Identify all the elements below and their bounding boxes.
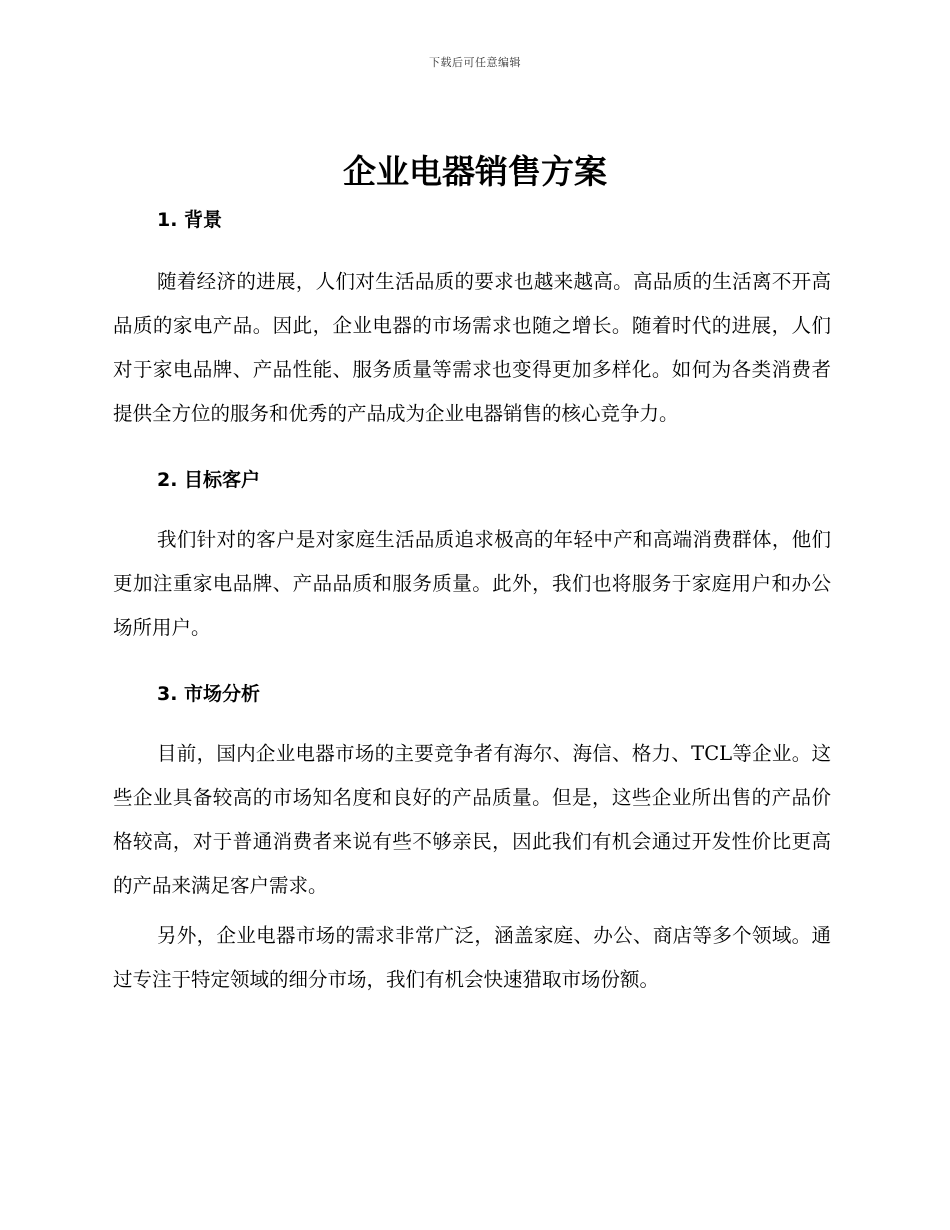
market-analysis-paragraph-2: 另外，企业电器市场的需求非常广泛，涵盖家庭、办公、商店等多个领域。通过专注于特定领域的细分市场，我们有机会快速猎取市场份额。 [113, 924, 831, 991]
section-heading-target-customers: 2. 目标客户 [157, 469, 261, 491]
market-analysis-paragraph-1: 目前，国内企业电器市场的主要竞争者有海尔、海信、格力、TCL等企业。这些企业具备较高的市场知名度和良好的产品质量。但是，这些企业所出售的产品价格较高，对于普通消费者来说有些不够亲民，因此我们有机会通过开发性价比更高的产品来满足客户需求。 [113, 742, 831, 897]
document-title: 企业电器销售方案 [343, 152, 607, 191]
section-heading-background: 1. 背景 [157, 209, 223, 231]
document-body [113, 202, 831, 1002]
target-customers-paragraph: 我们针对的客户是对家庭生活品质追求极高的年轻中产和高端消费群体，他们更加注重家电品牌、产品品质和服务质量。此外，我们也将服务于家庭用户和办公场所用户。 [113, 528, 831, 639]
section-heading-market-analysis: 3. 市场分析 [157, 683, 261, 705]
header-note: 下载后可任意编辑 [429, 56, 521, 69]
background-paragraph: 随着经济的进展，人们对生活品质的要求也越来越高。高品质的生活离不开高品质的家电产品。因此，企业电器的市场需求也随之增长。随着时代的进展，人们对于家电品牌、产品性能、服务质量等需求也变得更加多样化。如何为各类消费者提供全方位的服务和优秀的产品成为企业电器销售的核心竞争力。 [113, 270, 831, 425]
